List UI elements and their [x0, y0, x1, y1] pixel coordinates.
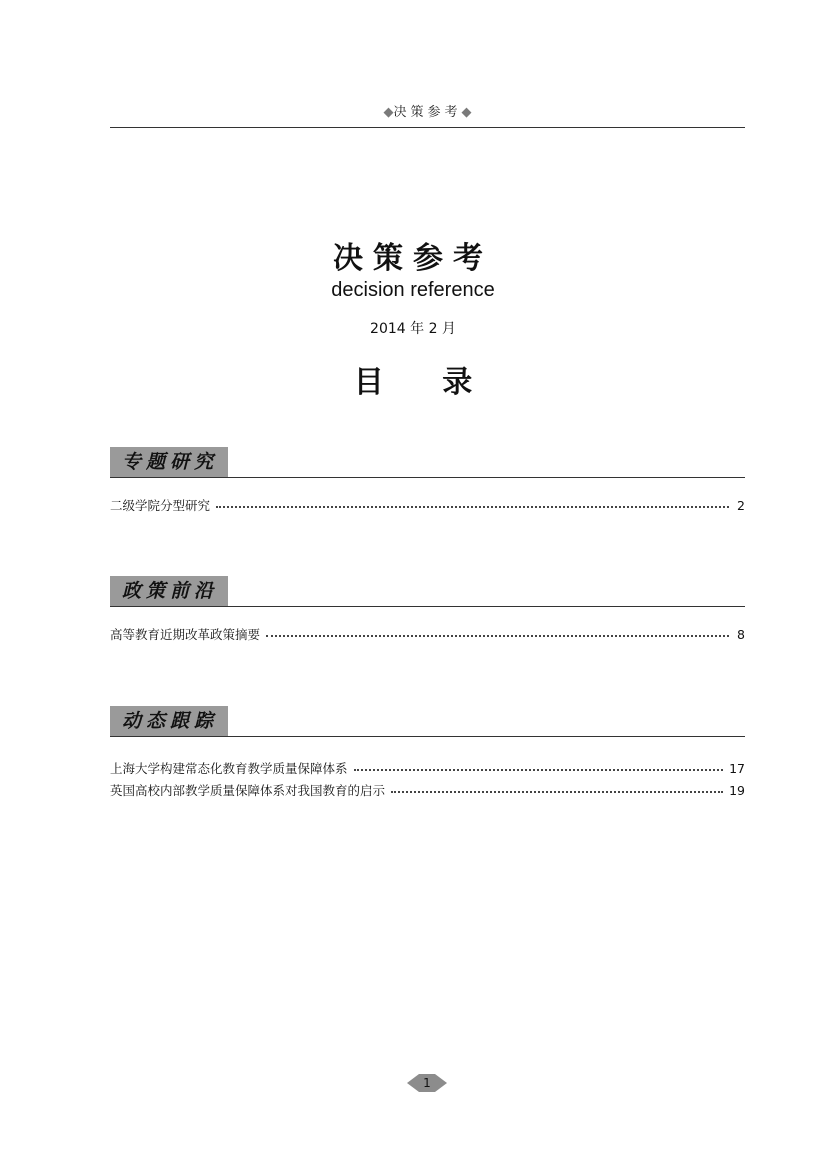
toc-entry-title: 上海大学构建常态化教育教学质量保障体系: [110, 761, 348, 776]
section-rule: [110, 736, 745, 737]
toc-entry-title: 二级学院分型研究: [110, 498, 211, 513]
toc-entry-page: 8: [737, 627, 745, 642]
toc-entry-title: 高等教育近期改革政策摘要: [110, 627, 261, 642]
section-label: 政策前沿: [110, 576, 228, 606]
toc-section-dynamic-tracking: [110, 706, 745, 798]
dot-leader: [266, 635, 729, 637]
header-rule: [110, 127, 745, 128]
toc-entry-title: 英国高校内部教学质量保障体系对我国教育的启示: [110, 783, 386, 798]
dot-leader: [216, 506, 729, 508]
dot-leader: [354, 769, 724, 771]
section-rule: [110, 606, 745, 607]
issue-date: 2014 年 2 月: [370, 321, 456, 337]
toc-section-policy-frontier: [110, 576, 745, 642]
toc-section-special-research: [110, 447, 745, 513]
running-header: [110, 101, 745, 120]
diamond-right-icon: ◆: [461, 105, 472, 120]
toc-heading: 目 录: [353, 365, 497, 400]
publication-subtitle: decision reference: [331, 279, 495, 301]
toc-entry-page: 17: [729, 761, 745, 776]
running-header-title: 决策参考: [393, 105, 462, 120]
toc-entry[interactable]: [110, 625, 745, 647]
toc-entry-page: 2: [737, 498, 745, 513]
page-number-badge: [407, 1073, 447, 1093]
toc-entry[interactable]: [110, 496, 745, 518]
diamond-left-icon: ◆: [383, 105, 394, 120]
publication-title: 决策参考: [333, 241, 493, 276]
toc-entry[interactable]: [110, 781, 745, 803]
section-label: 专题研究: [110, 447, 228, 477]
toc-entry-page: 19: [729, 783, 745, 798]
section-rule: [110, 477, 745, 478]
toc-entry[interactable]: [110, 759, 745, 781]
section-label: 动态跟踪: [110, 706, 228, 736]
page-number: 1: [423, 1076, 431, 1090]
dot-leader: [391, 791, 723, 793]
